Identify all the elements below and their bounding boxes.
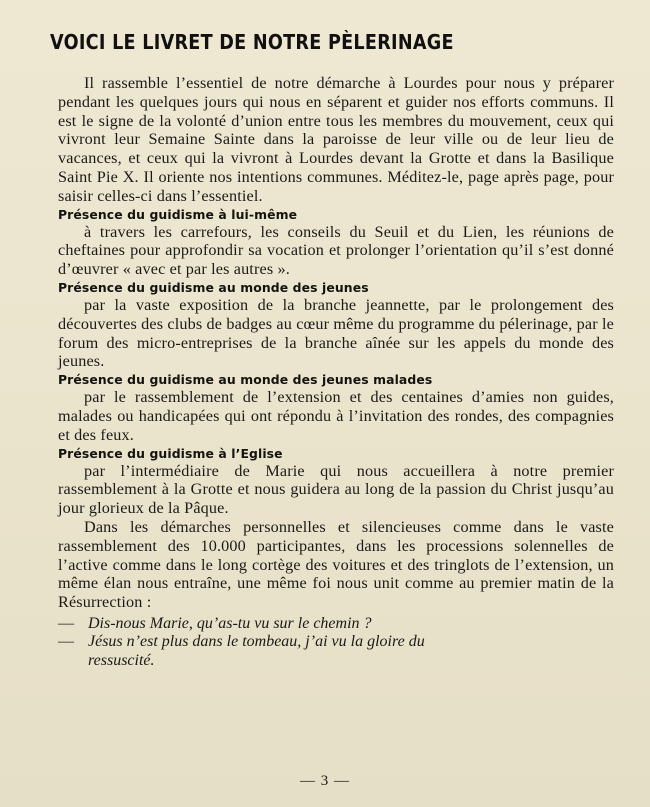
page-title: VOICI LE LIVRET DE NOTRE PÈLERINAGE (50, 30, 454, 54)
section-heading: Présence du guidisme à lui-même (58, 206, 298, 222)
section-paragraph: à travers les carrefours, les conseils du Seuil et du Lien, les réunions de cheftaines pour approfondir sa vocation et prolonger l’orientation qu’il s’est donné d’œuvrer « avec et par les autres ». (58, 222, 614, 279)
quote-dash: — (58, 614, 74, 632)
quote-text: Dis-nous Marie, qu’as-tu vu sur le chemin ? (88, 614, 372, 632)
quote-line (58, 633, 614, 652)
section-heading: Présence du guidisme au monde des jeunes (58, 279, 369, 295)
page-number: — 3 — (300, 773, 350, 789)
section-guidisme-lui-meme (58, 207, 614, 279)
quote-dash: — (58, 633, 74, 651)
section-paragraph: par l’intermédiaire de Marie qui nous accueillera à notre premier rassemblement à la Grotte et nous guidera au long de la passion du Christ jusqu’au jour glorieux de la Pâque. (58, 461, 614, 518)
section-paragraph: Dans les démarches personnelles et silencieuses comme dans le vaste rassemblement des 10.000 participantes, dans les processions solennelles de l’active comme dans le long cortège des voitures et des tringlots de l’extension, un même élan nous entraîne, une même foi nous unit comme au premier matin de la Résurrection : (58, 517, 614, 612)
quote-continuation: ressuscité. (88, 651, 155, 669)
closing-quotes (58, 615, 614, 671)
quote-text: Jésus n’est plus dans le tombeau, j’ai vu la gloire du (88, 633, 425, 651)
section-heading: Présence du guidisme à l’Eglise (58, 445, 283, 461)
page-body (58, 74, 614, 670)
section-monde-des-jeunes (58, 280, 614, 371)
quote-line (58, 615, 614, 634)
intro-paragraph: Il rassemble l’essentiel de notre démarche à Lourdes pour nous y préparer pendant les quelques jours qui nous en séparent et guider nos efforts communs. Il est le signe de la volonté d’union entre tous les membres du mouvement, ceux qui vivront leur Semaine Sainte dans la paroisse de leur ville ou de leur lieu de vacances, et ceux qui la vivront à Lourdes devant la Grotte et dans la Basilique Saint Pie X. Il oriente nos intentions communes. Méditez-le, page après page, pour saisir celles-ci dans l’essentiel. (58, 74, 614, 205)
section-paragraph: par la vaste exposition de la branche jeannette, par le prolongement des découvertes des clubs de badges au cœur même du programme du pélerinage, par le forum des micro-entreprises de la branche aînée sur les appels du monde des jeunes. (58, 295, 614, 371)
section-eglise (58, 446, 614, 612)
section-jeunes-malades (58, 372, 614, 444)
section-paragraph: par le rassemblement de l’extension et des centaines d’amies non guides, malades ou handicapées qui ont répondu à l’invitation des rondes, des compagnies et des feux. (58, 388, 614, 444)
section-heading: Présence du guidisme au monde des jeunes malades (58, 372, 433, 388)
